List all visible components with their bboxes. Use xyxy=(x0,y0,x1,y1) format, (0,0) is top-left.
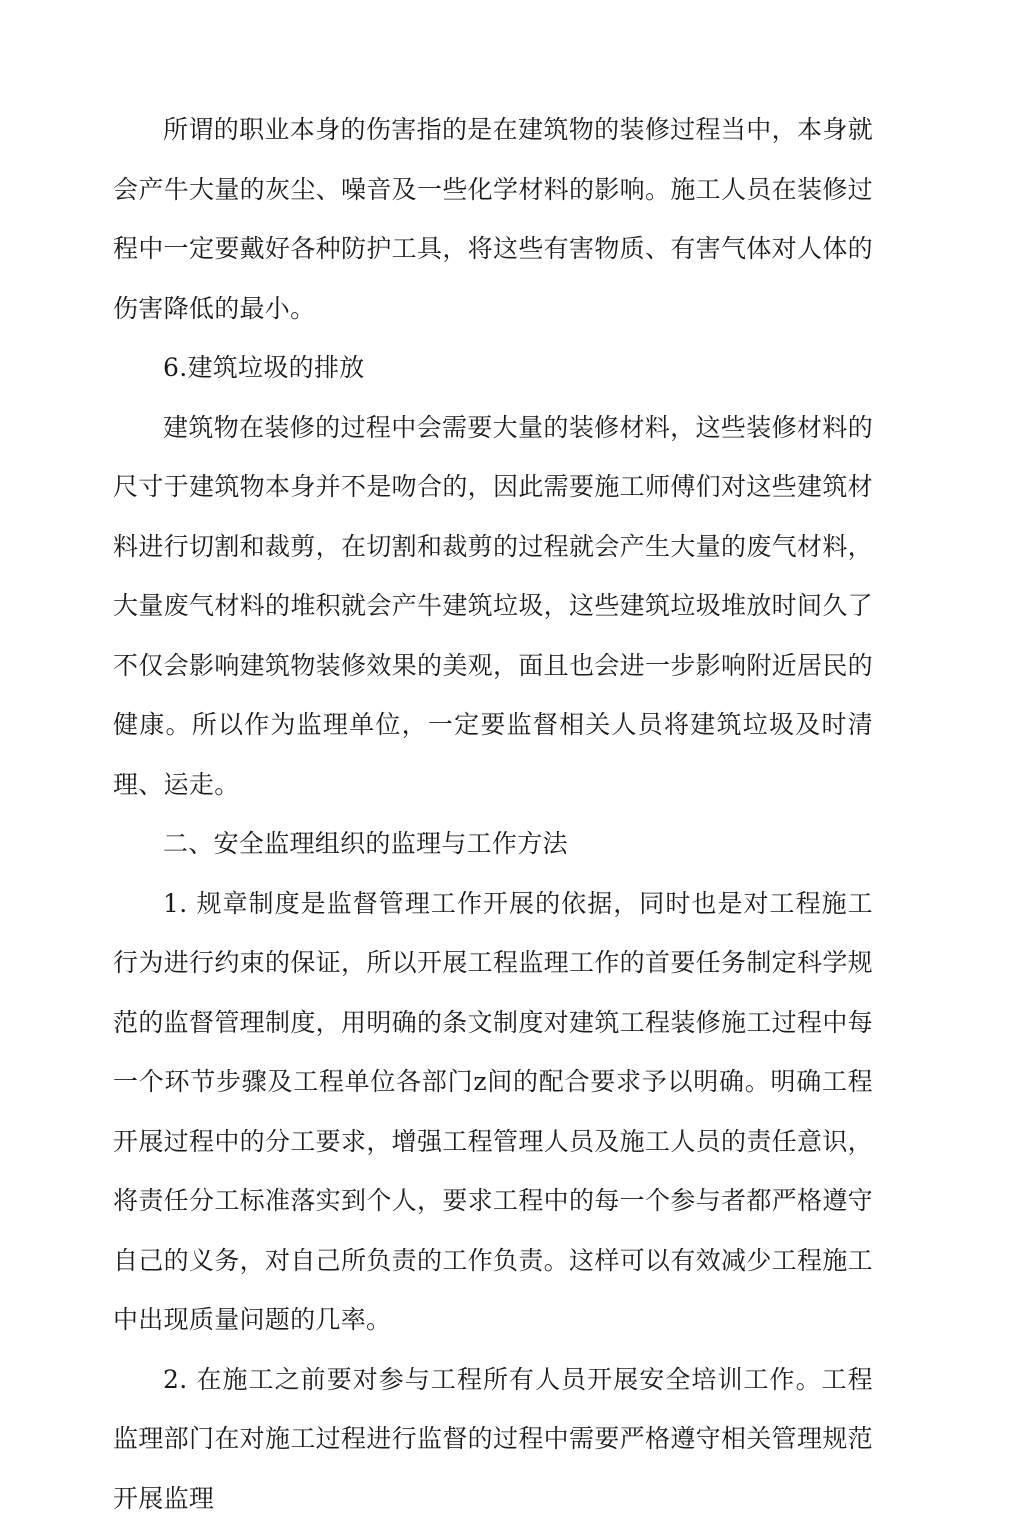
document-body xyxy=(113,100,873,1528)
section-heading-construction-waste: 6.建筑垃圾的排放 xyxy=(113,338,873,398)
paragraph-construction-waste: 建筑物在装修的过程中会需要大量的装修材料，这些装修材料的尺寸于建筑物本身并不是吻合的，因此需要施工师傅们对这些建筑材料进行切割和裁剪，在切割和裁剪的过程就会产生大量的废气材料，大量废气材料的堆积就会产牛建筑垃圾，这些建筑垃圾堆放时间久了不仅会影响建筑物装修效果的美观，面且也会进一步影响附近居民的健康。所以作为监理单位，一定要监督相关人员将建筑垃圾及时清理、运走。 xyxy=(113,398,873,815)
paragraph-safety-training: 2. 在施工之前要对参与工程所有人员开展安全培训工作。工程监理部门在对施工过程进行监督的过程中需要严格遵守相关管理规范开展监理 xyxy=(113,1350,873,1528)
paragraph-rules-and-regulations: 1. 规章制度是监督管理工作开展的依据，同时也是对工程施工行为进行约束的保证，所以开展工程监理工作的首要任务制定科学规范的监督管理制度，用明确的条文制度对建筑工程装修施工过程中每一个环节步骤及工程单位各部门z间的配合要求予以明确。明确工程开展过程中的分工要求，增强工程管理人员及施工人员的责任意识，将责任分工标准落实到个人，要求工程中的每一个参与者都严格遵守自己的义务，对自己所负责的工作负责。这样可以有效减少工程施工中出现质量问题的几率。 xyxy=(113,874,873,1350)
paragraph-occupational-hazard: 所谓的职业本身的伤害指的是在建筑物的装修过程当中，本身就会产牛大量的灰尘、噪音及一些化学材料的影响。施工人员在装修过程中一定要戴好各种防护工具，将这些有害物质、有害气体对人体的伤害降低的最小。 xyxy=(113,100,873,338)
section-heading-supervision-methods: 二、安全监理组织的监理与工作方法 xyxy=(113,814,873,874)
